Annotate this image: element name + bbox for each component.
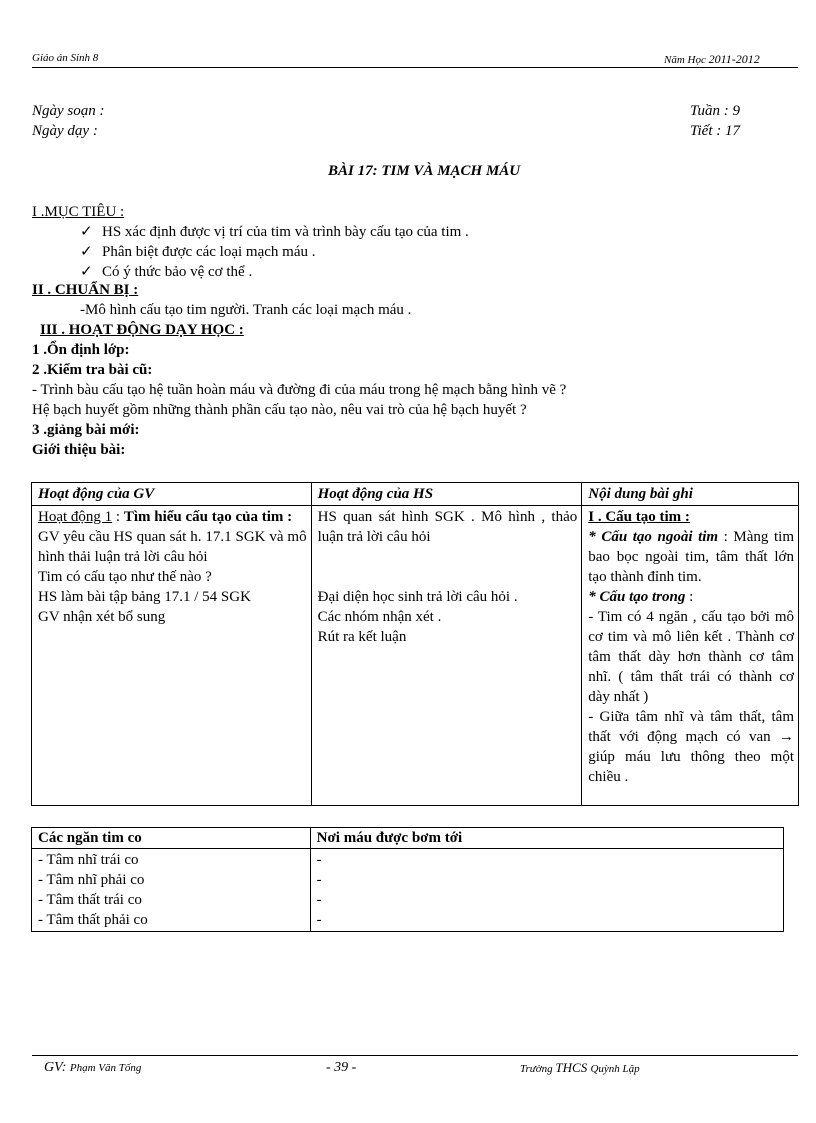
header-nd: Nội dung bài ghi	[582, 483, 799, 506]
cell-hs	[311, 506, 582, 806]
page-title: BÀI 17: TIM VÀ MẠCH MÁU	[328, 163, 521, 179]
gv-activity-sep: :	[112, 509, 124, 525]
header-subject: Giáo án Sinh 8	[32, 52, 99, 64]
nd-outer-label: * Cấu tạo ngoài tim	[588, 529, 719, 545]
lesson-table	[31, 482, 799, 806]
nd-inner-text: :	[685, 589, 694, 605]
chamber-name: - Tâm nhĩ phải co	[38, 872, 145, 888]
ngay-soan: Ngày soạn :	[32, 103, 105, 119]
cell-nd	[582, 506, 799, 806]
tiet: Tiết : 17	[690, 123, 741, 139]
header-year	[664, 52, 760, 67]
hs-line: Đại diện học sinh trả lời câu hỏi .	[317, 589, 518, 605]
chamber-name: - Tâm thất phải co	[38, 912, 148, 928]
check-icon	[80, 264, 102, 280]
muc-tieu-item-2	[80, 242, 316, 261]
chamber-table-header	[32, 828, 784, 849]
nd-heading: I . Cấu tạo tim :	[588, 509, 690, 525]
nd-paragraph: - Giữa tâm nhĩ và tâm thất, tâm thất với động mạch có van → giúp máu lưu thông theo một chiều .	[588, 709, 794, 785]
footer-rule	[32, 1055, 798, 1056]
lesson-table-header	[32, 483, 799, 506]
footer-school-name-b: Quỳnh Lập	[590, 1063, 640, 1075]
chamber-header-2: Nơi máu được bơm tới	[310, 828, 783, 849]
nd-paragraph: - Tim có 4 ngăn , cấu tạo bởi mô cơ tim và mô liên kết . Thành cơ tâm thất dày hơn thành cơ tâm nhĩ. ( tâm thất trái có thành cơ dày nhất )	[588, 609, 794, 705]
hs-line: Các nhóm nhận xét .	[317, 609, 442, 625]
muc-tieu-heading: I .MỤC TIÊU :	[32, 204, 125, 220]
chamber-name: - Tâm nhĩ trái co	[38, 852, 139, 868]
muc-tieu-item-text: Phân biệt được các loại mạch máu .	[102, 244, 316, 260]
on-dinh-lop: 1 .Ổn định lớp:	[32, 342, 130, 358]
gv-activity-name: Tìm hiểu cấu tạo của tim :	[123, 509, 293, 525]
footer-school	[520, 1060, 640, 1076]
footer-teacher-name: Phạm Văn Tống	[69, 1062, 142, 1074]
chamber-table-body	[32, 849, 784, 932]
chamber-dest: -	[316, 892, 322, 908]
footer-teacher	[44, 1060, 141, 1076]
giang-bai-moi: 3 .giảng bài mới:	[32, 422, 140, 438]
footer-school-label: Trường	[520, 1063, 556, 1075]
page-number: - 39 -	[326, 1060, 357, 1075]
gv-activity-label: Hoạt động 1	[38, 509, 113, 525]
chamber-dest: -	[316, 872, 322, 888]
header-hs: Hoạt động của HS	[311, 483, 582, 506]
hoat-dong-heading: III . HOẠT ĐỘNG DẠY HỌC :	[40, 322, 244, 338]
chamber-table	[31, 827, 784, 932]
chamber-dest: -	[316, 852, 322, 868]
hs-line: HS quan sát hình SGK . Mô hình , thảo luận trả lời câu hỏi	[317, 509, 578, 545]
nd-inner-label: * Cấu tạo trong	[588, 589, 686, 605]
chuan-bi-text: -Mô hình cấu tạo tim người. Tranh các loại mạch máu .	[80, 302, 412, 318]
header-gv: Hoạt động của GV	[32, 483, 312, 506]
kiem-tra-question-1: - Trình bàu cấu tạo hệ tuần hoàn máu và đường đi của máu trong hệ mạch bằng hình vẽ ?	[32, 382, 567, 398]
hs-spacer	[318, 547, 578, 587]
cell-gv	[32, 506, 312, 806]
tuan: Tuần : 9	[690, 103, 741, 119]
muc-tieu-item-1	[80, 222, 469, 241]
nd-outer-text: : Màng tim bao bọc ngoài tim, tâm thất lớn tạo thành đỉnh tim.	[588, 529, 794, 585]
lesson-table-row	[32, 506, 799, 806]
chuan-bi-heading: II . CHUẨN BỊ :	[32, 282, 139, 298]
check-icon	[80, 224, 102, 240]
nd-inner	[588, 587, 794, 607]
gioi-thieu-bai: Giới thiệu bài:	[32, 442, 126, 458]
chamber-header-1: Các ngăn tim co	[32, 828, 311, 849]
chamber-cell-dest	[310, 849, 783, 932]
muc-tieu-item-text: HS xác định được vị trí của tim và trình bày cấu tạo của tim .	[102, 224, 469, 240]
header-year-prefix: Năm Học	[664, 54, 709, 66]
gv-line: GV yêu cầu HS quan sát h. 17.1 SGK và mô hình thải luận trả lời câu hỏi	[38, 529, 307, 565]
nd-outer	[588, 527, 794, 587]
gv-line: Tim có cấu tạo như thế nào ?	[38, 569, 212, 585]
ngay-day: Ngày dạy :	[32, 123, 98, 139]
footer-school-name-a: THCS	[555, 1060, 591, 1075]
footer-teacher-label: GV:	[44, 1060, 70, 1075]
muc-tieu-item-3	[80, 262, 252, 281]
gv-activity-title	[38, 507, 307, 527]
chamber-dest: -	[316, 912, 322, 928]
check-icon	[80, 244, 102, 260]
gv-line: HS làm bài tập bảng 17.1 / 54 SGK	[38, 589, 251, 605]
chamber-name: - Tâm thất trái co	[38, 892, 142, 908]
header-year-value: 2011-2012	[708, 52, 760, 66]
chamber-cell-names	[32, 849, 311, 932]
gv-line: GV nhận xét bổ sung	[38, 609, 166, 625]
hs-line: Rút ra kết luận	[317, 629, 407, 645]
kiem-tra-question-2: Hệ bạch huyết gồm những thành phần cấu tạo nào, nêu vai trò của hệ bạch huyết ?	[32, 402, 527, 418]
kiem-tra-bai-cu: 2 .Kiểm tra bài cũ:	[32, 362, 153, 378]
header-rule	[32, 67, 798, 68]
muc-tieu-item-text: Có ý thức bảo vệ cơ thể .	[102, 264, 253, 280]
